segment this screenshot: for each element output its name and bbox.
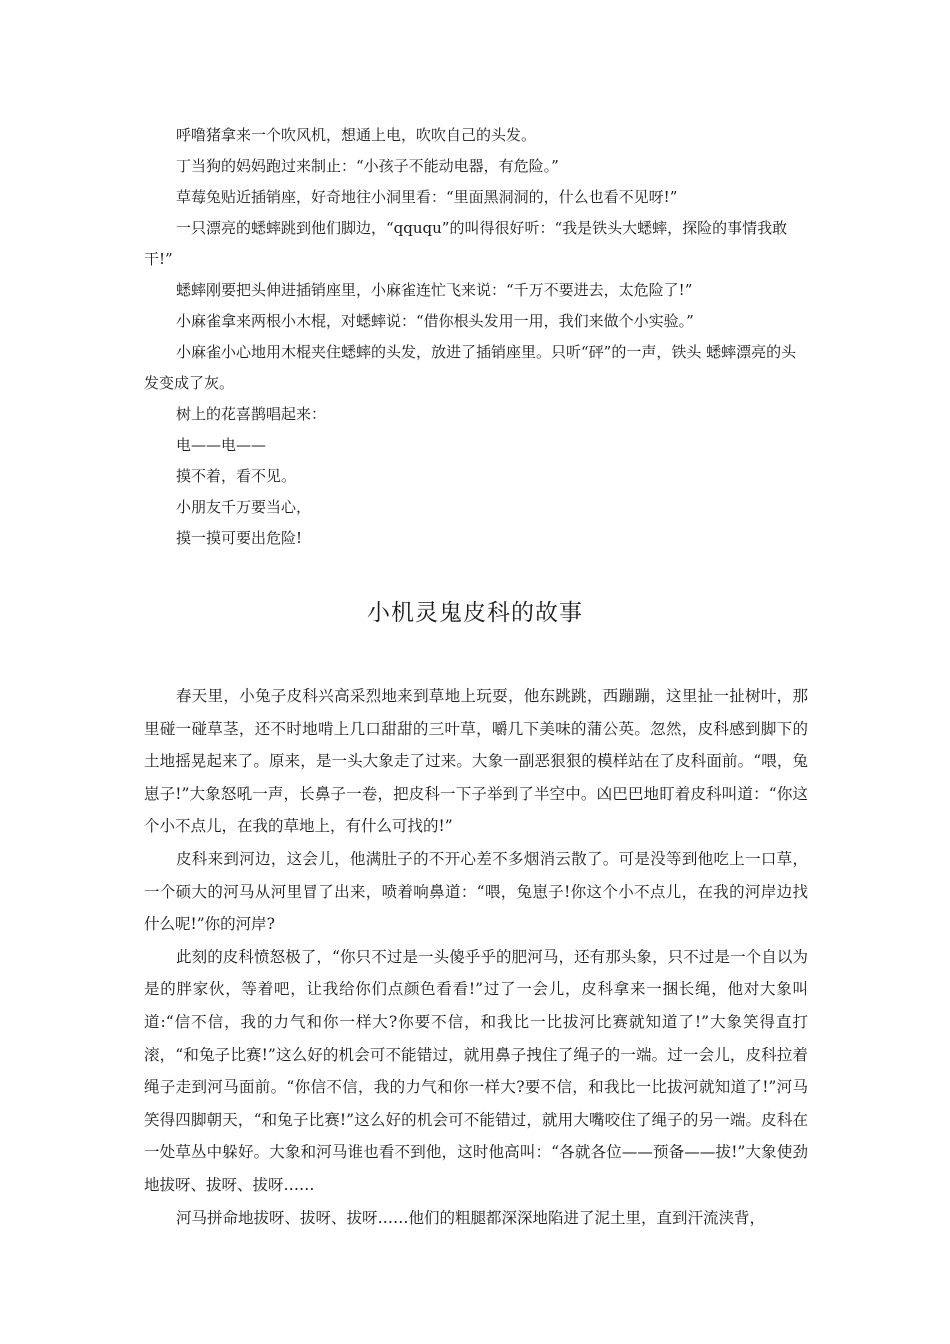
paragraph: 小麻雀小心地用木棍夹住蟋蟀的头发，放进了插销座里。只听“砰”的一声，铁头 蟋蟀漂亮的头发变成了灰。 <box>144 343 797 392</box>
poem-line: 摸一摸可要出危险! <box>176 529 303 547</box>
paragraph: 春天里，小兔子皮科兴高采烈地来到草地上玩耍，他东跳跳，西蹦蹦，这里扯一扯树叶，那里碰一碰草茎，还不时地啃上几口甜甜的三叶草，嚼几下美味的蒲公英。忽然，皮科感到脚下的土地摇晃起来了。原来，是一头大象走了过来。大象一副恶狠狠的模样站在了皮科面前。“喂，兔崽子!”大象怒吼一声，长鼻子一卷，把皮科一下子举到了半空中。凶巴巴地盯着皮科叫道：“你这个小不点儿，在我的草地上，有什么可找的!” <box>144 687 808 836</box>
paragraph: 小麻雀拿来两根小木棍，对蟋蟀说：“借你根头发用一用，我们来做个小实验。” <box>176 312 694 330</box>
poem-line: 摸不着，看不见。 <box>176 467 297 485</box>
poem-line: 电——电—— <box>176 436 267 454</box>
story-pike <box>144 680 808 1234</box>
paragraph: 呼噜猪拿来一个吹风机，想通上电，吹吹自己的头发。 <box>176 126 537 144</box>
paragraph: 草莓兔贴近插销座，好奇地往小洞里看：“里面黑洞洞的，什么也看不见呀!” <box>176 188 678 206</box>
paragraph: 蟋蟀刚要把头伸进插销座里，小麻雀连忙飞来说：“千万不要进去，太危险了!” <box>176 281 693 299</box>
paragraph: 一只漂亮的蟋蟀跳到他们脚边，“qququ”的叫得很好听：“我是铁头大蟋蟀，探险的事情我敢干!” <box>144 219 788 268</box>
story-title: 小机灵鬼皮科的故事 <box>367 600 583 626</box>
story-electricity <box>144 120 808 554</box>
paragraph: 皮科来到河边，这会儿，他满肚子的不开心差不多烟消云散了。可是没等到他吃上一口草，一个硕大的河马从河里冒了出来，喷着响鼻道：“喂，兔崽子!你这个小不点儿，在我的河岸边找什么呢!”你的河岸? <box>144 849 808 934</box>
poem-line: 树上的花喜鹊唱起来： <box>176 405 327 423</box>
poem-line: 小朋友千万要当心， <box>176 498 312 516</box>
paragraph: 河马拼命地拔呀、拔呀、拔呀……他们的粗腿都深深地陷进了泥土里，直到汗流浃背， <box>176 1208 766 1227</box>
paragraph: 丁当狗的妈妈跑过来制止：“小孩子不能动电器，有危险。” <box>176 157 559 175</box>
paragraph: 此刻的皮科愤怒极了，“你只不过是一头傻乎乎的肥河马，还有那头象，只不过是一个自以为是的胖家伙，等着吧，让我给你们点颜色看看!”过了一会儿，皮科拿来一捆长绳，他对大象叫道:“信不信，我的力气和你一样大?你要不信，和我比一比拔河比赛就知道了!”大象笑得直打滚，“和兔子比赛!”这么好的机会可不能错过，就用鼻子拽住了绳子的一端。过一会儿，皮科拉着绳子走到河马面前。“你信不信，我的力气和你一样大?要不信，和我比一比拔河就知道了!”河马笑得四脚朝天，“和兔子比赛!”这么好的机会可不能错过，就用大嘴咬住了绳子的另一端。皮科在一处草丛中躲好。大象和河马谁也看不到他，这时他高叫：“各就各位——预备——拔!”大象使劲地拔呀、拔呀、拔呀…… <box>144 947 808 1194</box>
